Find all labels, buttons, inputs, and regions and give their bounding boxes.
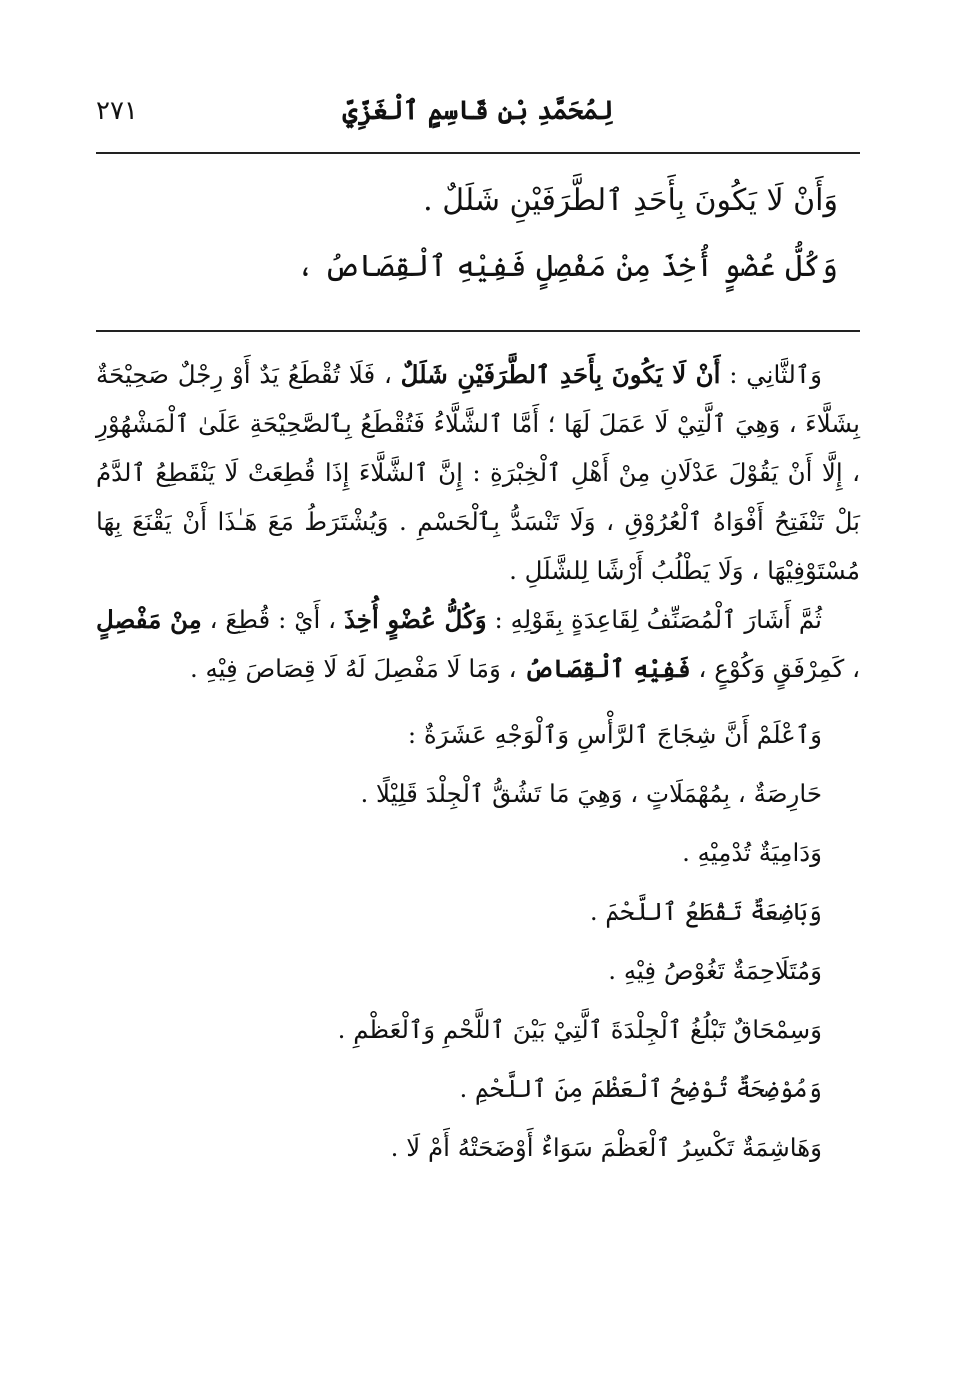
list-item: وَٱعْلَمْ أَنَّ شِجَاجَ ٱلرَّأْسِ وَٱلْوَجْهِ عَشَرَةٌ : [407, 720, 822, 749]
page-header [96, 96, 860, 142]
list-item: وَمُوْضِحَةٌ تُوْضِحُ ٱلْعَظْمَ مِنَ ٱللَّحْمِ . [459, 1074, 822, 1103]
p2-mid-2: ، كَمِرْفَقٍ وَكُوْعٍ ، [690, 654, 860, 683]
p2-rest: ، وَمَا لَا مَفْصِلَ لَهُ لَا قِصَاصَ فِيْهِ . [189, 654, 525, 683]
running-title: لِمُحَمَّدِ بْنِ قَاسِمٍ ٱلْغَزِّيِّ [342, 96, 614, 126]
header-rule [96, 152, 860, 154]
list-item: حَارِصَةٌ ، بِمُهْمَلَاتٍ ، وَهِيَ مَا تَشُقُّ ٱلْجِلْدَ قَلِيْلًا . [360, 779, 822, 808]
matn-separator-rule [96, 330, 860, 332]
p1-quoted-matn: أَنْ لَا يَكُونَ بِأَحَدِ ٱلطَّرَفَيْنِ شَلَلٌ [400, 360, 721, 389]
list-item: وَهَاشِمَةٌ تَكْسِرُ ٱلْعَظْمَ سَوَاءٌ أَوْضَحَتْهُ أَمْ لَا . [390, 1133, 822, 1162]
p2-quoted-matn-3: فَفِيْهِ ٱلْقِصَاصُ [524, 654, 691, 683]
matn-line-2: وَكُلُّ عُضْوٍ أُخِذَ مِنْ مَفْصِلٍ فَفِيْهِ ٱلْقِصَاصُ ، [296, 249, 838, 284]
p2-mid-1: ، أَيْ : قُطِعَ ، [201, 605, 344, 634]
list-item: وَبَاضِعَةٌ تَقْطَعُ ٱللَّحْمَ . [589, 897, 822, 926]
list-item: وَسِمْحَاقٌ تَبْلُغُ ٱلْجِلْدَةَ ٱلَّتِيْ بَيْنَ ٱللَّحْمِ وَٱلْعَظْمِ . [337, 1015, 822, 1044]
p1-lead: وَٱلثَّانِي : [720, 360, 822, 389]
commentary [96, 350, 860, 1177]
p2-quoted-matn-1: وَكُلُّ عُضْوٍ أُخِذَ [343, 605, 487, 634]
list-item: وَدَامِيَةٌ تُدْمِيْهِ . [682, 838, 822, 867]
p1-rest: ، فَلَا تُقْطَعُ يَدٌ أَوْ رِجْلٌ صَحِيْحَةٌ بِشَلَّاءَ ، وَهِيَ ٱلَّتِيْ لَا عَمَلَ لَهَا ؛ أَمَّا ٱلشَّلَّاءُ فَتُقْطَعُ بِٱلصَّحِيْحَةِ عَلَىٰ ٱلْمَشْهُوْرِ ، إِلَّا أَنْ يَقُوْلَ عَدْلَانِ مِنْ أَهْلِ ٱلْخِبْرَةِ : إِنَّ ٱلشَّلَّاءَ إِذَا قُطِعَتْ لَا يَنْقَطِعُ ٱلدَّمُ بَلْ تَنْفَتِحُ أَفْوَاهُ ٱلْعُرُوْقِ ، وَلَا تَنْسَدُّ بِٱلْحَسْمِ . وَيُشْتَرَطُ مَعَ هَـٰذَا أَنْ يَقْنَعَ بِهَا مُسْتَوْفِيْهَا ، وَلَا يَطْلُبُ أَرْشًا لِلشَّلَلِ . [96, 360, 860, 585]
commentary-paragraph-1 [96, 350, 860, 595]
matn-text [96, 168, 838, 300]
list-item: وَمُتَلَاحِمَةٌ تَغُوْصُ فِيْهِ . [608, 956, 822, 985]
page-number: ٢٧١ [96, 96, 138, 126]
matn-line-1: وَأَنْ لَا يَكُونَ بِأَحَدِ ٱلطَّرَفَيْنِ شَلَلٌ . [423, 183, 838, 218]
commentary-paragraph-2 [96, 595, 860, 693]
p2-lead: ثُمَّ أَشَارَ ٱلْمُصَنِّفُ لِقَاعِدَةٍ بِقَوْلِهِ : [486, 605, 822, 634]
p2-quoted-matn-2: مِنْ مَفْصِلٍ [96, 605, 202, 634]
head-wounds-list [96, 705, 860, 1177]
